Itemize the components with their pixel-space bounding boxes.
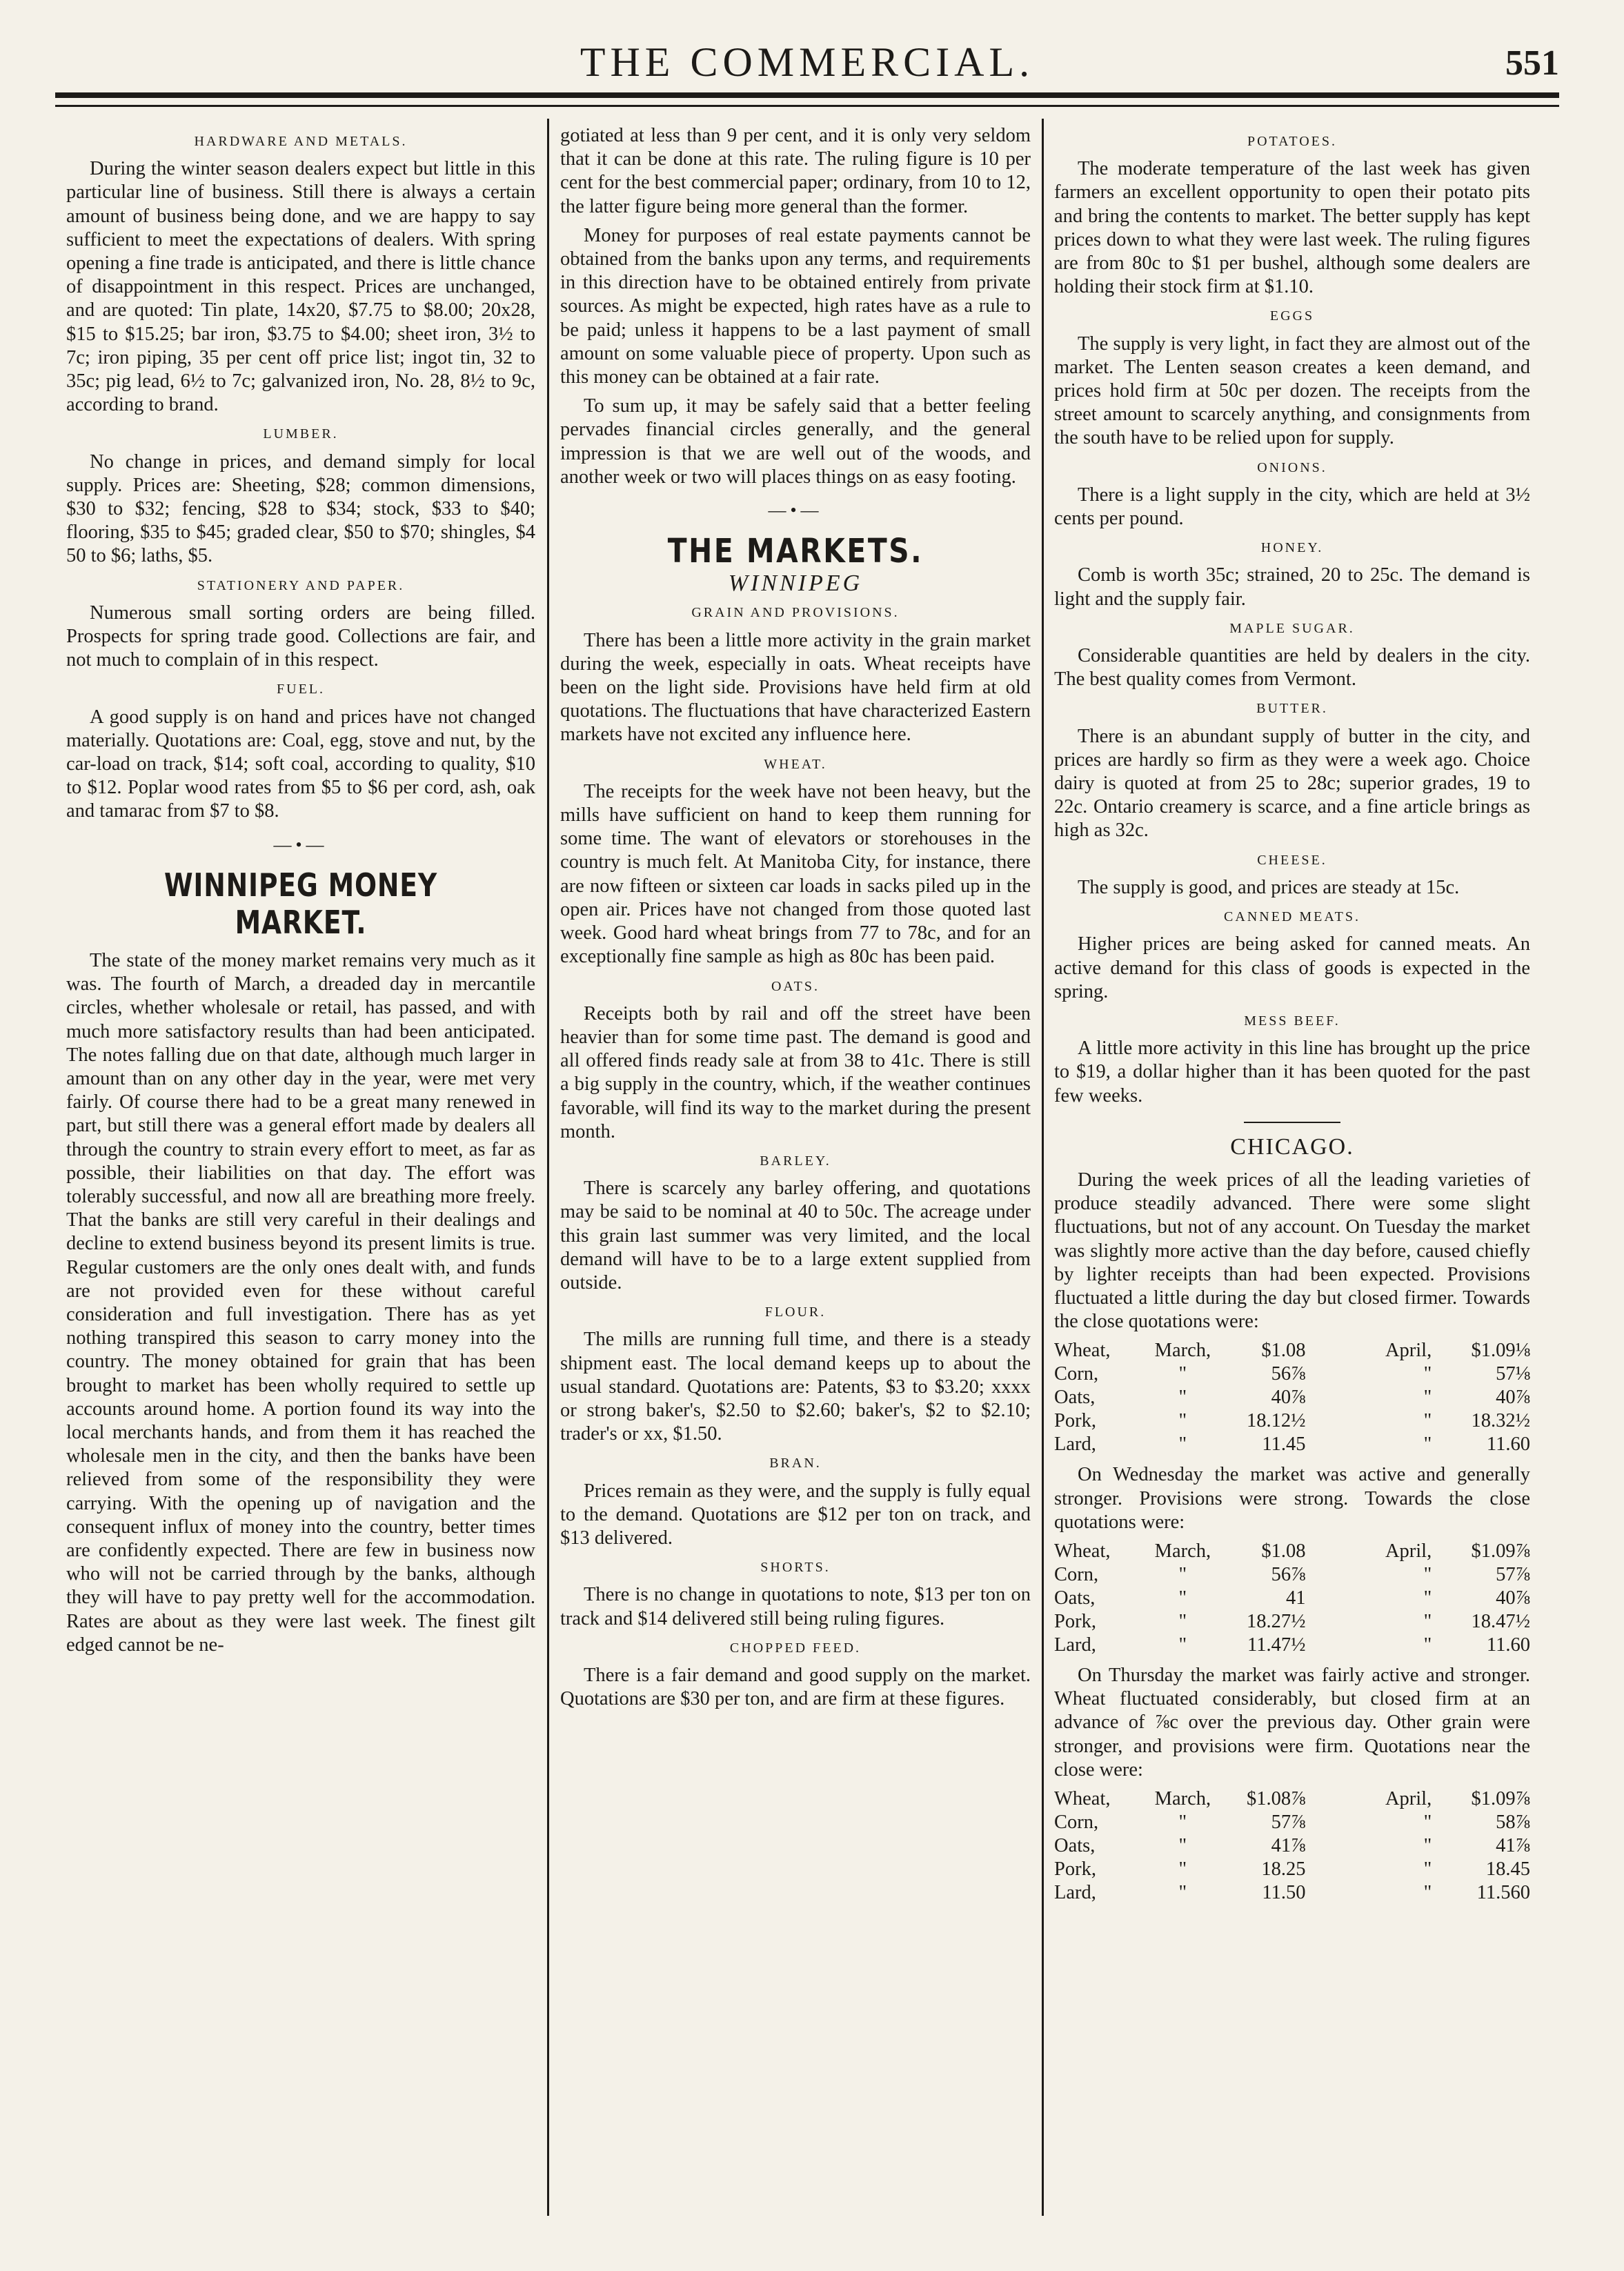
quote-cell: $1.09⅞	[1471, 1540, 1530, 1562]
section-head-oats: OATS.	[771, 978, 820, 994]
quotes-table-tuesday	[1054, 1339, 1530, 1456]
article-shorts: There is no change in quotations to note, $13 per ton on track and $14 delivered still being ruling figures.	[560, 1584, 1031, 1629]
quotes-table-thursday	[1054, 1787, 1530, 1905]
quote-cell: 41	[1285, 1587, 1306, 1609]
quote-row	[1054, 1362, 1530, 1386]
article-honey: Comb is worth 35c; strained, 20 to 25c. The demand is light and the supply fair.	[1054, 564, 1530, 610]
quote-cell: 57⅛	[1496, 1363, 1530, 1385]
quote-row	[1054, 1386, 1530, 1409]
section-head-potatoes: POTATOES.	[1247, 134, 1338, 149]
quote-cell: 18.47½	[1471, 1610, 1530, 1632]
quote-cell: Lard,	[1054, 1634, 1096, 1656]
quote-cell: 11.50	[1262, 1881, 1306, 1903]
page-number: 551	[1505, 43, 1559, 83]
article-onions: There is a light supply in the city, which are held at 3½ cents per pound.	[1054, 484, 1530, 530]
quote-row	[1054, 1540, 1530, 1563]
section-head-chopped-feed: CHOPPED FEED.	[729, 1640, 862, 1656]
article-oats: Receipts both by rail and off the street have been heavier than for some time past. The demand is good and all offered finds ready sale at from 38 to 41c. There is still a big supply in the country, which, if the weather continues favorable, will find its way to the market during the present month.	[560, 1002, 1031, 1142]
money-market-continued-3: To sum up, it may be safely said that a better feeling pervades financial circles generally, and the general impression is that we are well out of the woods, and another week or two will places things on as easy footing.	[560, 395, 1031, 488]
quote-row	[1054, 1433, 1530, 1456]
quote-cell: 57⅞	[1271, 1811, 1306, 1833]
money-market-continued-1: gotiated at less than 9 per cent, and it is only very seldom that it can be done at this rate. The ruling figure is 10 per cent for the best commercial paper; ordinary, from 10 to 12, the latter figure being more general than the former.	[560, 125, 1031, 217]
quote-cell: Pork,	[1054, 1858, 1096, 1880]
section-head-barley: BARLEY.	[760, 1153, 831, 1169]
section-head-eggs: EGGS	[1269, 308, 1315, 324]
quote-row	[1054, 1587, 1530, 1610]
quote-cell: "	[1178, 1363, 1187, 1385]
quote-row	[1054, 1858, 1530, 1881]
quote-cell: 11.560	[1476, 1881, 1530, 1903]
quote-cell: 40⅞	[1271, 1387, 1306, 1409]
masthead-rule-thick	[55, 92, 1559, 98]
quote-cell: 56⅞	[1271, 1363, 1306, 1385]
quote-cell: Lard,	[1054, 1434, 1096, 1456]
quote-cell: $1.08⅞	[1246, 1787, 1306, 1809]
section-head-mess-beef: MESS BEEF.	[1244, 1013, 1340, 1029]
short-divider	[1244, 1122, 1340, 1123]
article-butter: There is an abundant supply of butter in the city, and prices are hardly so firm as they were a week ago. Choice dairy is quoted at from 25 to 28c; superior grades, 19 to 22c. Ontario creamery is scarce, and a fine article brings as high as 32c.	[1054, 725, 1530, 842]
masthead	[55, 33, 1559, 95]
article-hardware: During the winter season dealers expect but little in this particular line of business. Still there is always a certain amount of business being done, and we are happy to say sufficient to meet the expectations of dealers. With spring opening a fine trade is anticipated, and there is little chance of disappointment in this respect. Prices are unchanged, and are quoted: Tin plate, 14x20, $7.75 to $8.00; 20x28, $15 to $15.25; bar iron, $3.75 to $4.00; sheet iron, 3½ to 7c; iron piping, 35 per cent off price list; ingot tin, 32 to 35c; pig lead, 6½ to 7c; galvanized iron, No. 28, 8½ to 9c, according to brand.	[66, 158, 535, 416]
article-chicago-intro: During the week prices of all the leading varieties of produce steadily advanced. There were some slight fluctuations, but not of any account. On Tuesday the market was slightly more active than the day before, caused chiefly by lighter receipts than had been expected. Provisions fluctuated a little during the day but closed firmer. Towards the close quotations were:	[1054, 1169, 1530, 1333]
quote-cell: April,	[1385, 1787, 1432, 1809]
quote-cell: 41⅞	[1271, 1834, 1306, 1856]
quote-cell: "	[1178, 1563, 1187, 1585]
quote-cell: 18.45	[1485, 1858, 1530, 1880]
quote-cell: "	[1178, 1410, 1187, 1432]
article-eggs: The supply is very light, in fact they are almost out of the market. The Lenten season creates a keen demand, and prices hold firm at 50c per dozen. The receipts from the street amount to scarcely anything, and consignments from the south have to be relied upon for supply.	[1054, 333, 1530, 449]
quote-cell: "	[1178, 1434, 1187, 1456]
quote-cell: $1.08	[1261, 1340, 1306, 1362]
section-head-flour: FLOUR.	[764, 1305, 826, 1320]
quote-cell: Pork,	[1054, 1410, 1096, 1432]
quote-cell: Corn,	[1054, 1363, 1099, 1385]
quote-cell: "	[1178, 1834, 1187, 1856]
quote-cell: $1.09⅞	[1471, 1787, 1530, 1809]
quote-cell: April,	[1385, 1540, 1432, 1562]
quote-cell: $1.09⅛	[1471, 1340, 1530, 1362]
column-rule-1	[547, 119, 549, 2216]
article-flour: The mills are running full time, and there is a steady shipment east. The local demand keeps up to about the usual standard. Quotations are: Patents, $3 to $3.20; xxxx or strong baker's, $2.50 to $2.60; baker's, $2 to $2.10; trader's or xx, $1.50.	[560, 1329, 1031, 1445]
article-barley: There is scarcely any barley offering, and quotations may be said to be nominal at 40 to 50c. The acreage under this grain last summer was very limited, and the local demand will have to be to a large extent supplied from outside.	[560, 1178, 1031, 1293]
quote-cell: 18.25	[1261, 1858, 1306, 1880]
quote-cell: Oats,	[1054, 1834, 1096, 1856]
quote-cell: 58⅞	[1496, 1811, 1530, 1833]
quote-cell: Wheat,	[1054, 1540, 1111, 1562]
quote-cell: "	[1423, 1858, 1432, 1880]
quote-cell: 11.60	[1486, 1434, 1530, 1456]
section-head-hardware: HARDWARE AND METALS.	[194, 134, 408, 149]
quote-cell: "	[1178, 1634, 1187, 1656]
section-head-honey: HONEY.	[1260, 540, 1324, 556]
quote-cell: "	[1423, 1610, 1432, 1632]
quote-cell: 56⅞	[1271, 1563, 1306, 1585]
quote-row	[1054, 1409, 1530, 1433]
quote-cell: "	[1423, 1811, 1432, 1833]
section-head-cheese: CHEESE.	[1257, 852, 1327, 868]
quote-cell: "	[1178, 1387, 1187, 1409]
quote-cell: "	[1423, 1563, 1432, 1585]
article-lumber: No change in prices, and demand simply for local supply. Prices are: Sheeting, $28; common dimensions, $30 to $32; fencing, $28 to $34; stock, $33 to $40; flooring, $35 to $45; graded clear, $50 to $70; shingles, $4 50 to $6; laths, $5.	[66, 450, 535, 567]
quote-cell: "	[1423, 1363, 1432, 1385]
quote-cell: March,	[1154, 1540, 1211, 1562]
quote-cell: 57⅞	[1496, 1563, 1530, 1585]
quote-cell: Lard,	[1054, 1881, 1096, 1903]
publication-title: THE COMMERCIAL.	[580, 39, 1035, 85]
quote-cell: 40⅞	[1496, 1387, 1530, 1409]
quote-cell: "	[1178, 1610, 1187, 1632]
quote-cell: Wheat,	[1054, 1787, 1111, 1809]
quote-row	[1054, 1811, 1530, 1834]
quote-cell: $1.08	[1261, 1540, 1306, 1562]
section-head-onions: ONIONS.	[1257, 459, 1327, 475]
article-chopped-feed: There is a fair demand and good supply on the market. Quotations are $30 per ton, and are firm at these figures.	[560, 1664, 1031, 1710]
quote-cell: "	[1423, 1587, 1432, 1609]
section-head-maple-sugar: MAPLE SUGAR.	[1229, 620, 1355, 636]
quote-row	[1054, 1787, 1530, 1811]
article-maple-sugar: Considerable quantities are held by dealers in the city. The best quality comes from Vermont.	[1054, 645, 1530, 691]
quote-cell: Oats,	[1054, 1387, 1096, 1409]
section-head-bran: BRAN.	[769, 1456, 822, 1471]
article-money-market: The state of the money market remains very much as it was. The fourth of March, a dreaded day in mercantile circles, whether wholesale or retail, has passed, and with much more satisfactory results than had been anticipated. The notes falling due on that date, although much larger in amount than on any other day in the year, were met very fairly. Of course there had to be a great many renewed in part, but still there was a general effort made by dealers all through the country to strain every effort to meet, as far as possible, their liabilities on that day. The effort was tolerably successful, and now all are breathing more freely. That the banks are still very careful in their dealings and decline to extend business beyond its present limits is true. Regular customers are the only ones dealt with, and funds are not provided even for these without careful consideration and full investigation. There has as yet nothing transpired this season to carry money into the country. The money obtained for grain that has been brought to market has been wholly required to settle up accounts around home. A portion found its way into the local merchants hands, and from them it has reached the wholesale men in the city, and then the banks have been relieved from some of the responsibility they were carrying. With the opening up of navigation and the consequent influx of money into the country, better times are confidently expected. There are few in business now who will not be carried through by the banks, although they will have to pay pretty well for the accommodation. Rates are about as they were last week. The finest gilt edged cannot be ne-	[66, 949, 535, 1656]
section-head-lumber: LUMBER.	[263, 426, 339, 442]
quote-cell: Pork,	[1054, 1610, 1096, 1632]
headline-money-market: WINNIPEG MONEY MARKET.	[164, 866, 438, 941]
quote-cell: 18.32½	[1471, 1410, 1530, 1432]
section-head-wheat: WHEAT.	[764, 756, 827, 772]
quote-cell: Corn,	[1054, 1563, 1099, 1585]
article-wheat: The receipts for the week have not been heavy, but the mills have sufficient on hand to keep them running for some time. The want of elevators or storehouses in the country is much felt. At Manitoba City, for instance, there are now fifteen or sixteen car loads in sacks piled up in the open air. Prices have not changed from those quoted last week. Good hard wheat brings from 77 to 78c, and for an exceptionally fine sample as high as 80c has been paid.	[560, 780, 1031, 968]
section-head-canned-meats: CANNED MEATS.	[1224, 909, 1360, 925]
column-2	[560, 124, 1031, 1716]
article-mess-beef: A little more activity in this line has brought up the price to $19, a dollar higher than it has been quoted for the past few weeks.	[1054, 1038, 1530, 1107]
money-market-continued-2: Money for purposes of real estate payments cannot be obtained from the banks upon any terms, and requirements in this direction have to be obtained entirely from private sources. As might be expected, high rates have as a rule to be paid; unless it happens to be a last payment of small amount on some valuable piece of property. Upon such as this money can be obtained at a fair rate.	[560, 224, 1031, 388]
quote-cell: March,	[1154, 1787, 1211, 1809]
quote-cell: "	[1423, 1881, 1432, 1903]
ornament-divider: —•—	[768, 500, 823, 521]
quote-cell: 40⅞	[1496, 1587, 1530, 1609]
column-1	[66, 124, 535, 1663]
quote-cell: Wheat,	[1054, 1340, 1111, 1362]
quote-row	[1054, 1610, 1530, 1634]
quote-row	[1054, 1563, 1530, 1587]
quote-cell: 11.60	[1486, 1634, 1530, 1656]
article-grain: There has been a little more activity in the grain market during the week, especially in oats. Wheat receipts have been on the light side. Provisions have held firm at old quotations. The fluctuations that have characterized Eastern markets have not excited any influence here.	[560, 629, 1031, 746]
masthead-rule-thin	[55, 105, 1559, 107]
quote-cell: "	[1423, 1634, 1432, 1656]
section-head-stationery: STATIONERY AND PAPER.	[197, 577, 405, 593]
section-head-fuel: FUEL.	[277, 682, 325, 697]
article-potatoes: The moderate temperature of the last week has given farmers an excellent opportunity to open their potato pits and bring the contents to market. The better supply has kept prices down to what they were last week. The ruling figures are from 80c to $1 per bushel, although some dealers are holding their stock firm at $1.10.	[1054, 158, 1530, 298]
quote-cell: March,	[1154, 1340, 1211, 1362]
quote-cell: Corn,	[1054, 1811, 1099, 1833]
section-head-shorts: SHORTS.	[760, 1560, 831, 1576]
quote-row	[1054, 1834, 1530, 1858]
article-stationery: Numerous small sorting orders are being filled. Prospects for spring trade good. Collections are fair, and not much to complain of in this respect.	[66, 602, 535, 671]
quote-row	[1054, 1881, 1530, 1905]
article-chicago-thursday: On Thursday the market was fairly active and stronger. Wheat fluctuated considerably, but closed firm at an advance of ⅞c over the previous day. Other grain were stronger, and provisions were firm. Quotations near the close were:	[1054, 1664, 1530, 1781]
article-bran: Prices remain as they were, and the supply is fully equal to the demand. Quotations are $12 per ton on track, and $13 delivered.	[560, 1480, 1031, 1549]
quote-cell: "	[1178, 1811, 1187, 1833]
article-cheese: The supply is good, and prices are steady at 15c.	[1078, 876, 1460, 898]
quote-cell: 11.47½	[1247, 1634, 1306, 1656]
quote-cell: "	[1178, 1587, 1187, 1609]
section-head-grain: GRAIN AND PROVISIONS.	[691, 605, 900, 621]
quote-cell: "	[1423, 1410, 1432, 1432]
quote-cell: 18.27½	[1246, 1610, 1306, 1632]
headline-the-markets: THE MARKETS.	[667, 532, 924, 571]
city-heading-winnipeg: WINNIPEG	[728, 571, 863, 597]
quote-cell: "	[1178, 1858, 1187, 1880]
headline-chicago: CHICAGO.	[1230, 1133, 1354, 1160]
quote-row	[1054, 1634, 1530, 1657]
quote-cell: "	[1178, 1881, 1187, 1903]
quotes-table-wednesday	[1054, 1540, 1530, 1657]
quote-cell: "	[1423, 1387, 1432, 1409]
column-3	[1054, 124, 1530, 1912]
quote-cell: Oats,	[1054, 1587, 1096, 1609]
section-head-butter: BUTTER.	[1256, 701, 1328, 717]
ornament-divider: —•—	[273, 834, 328, 855]
quote-cell: April,	[1385, 1340, 1432, 1362]
article-chicago-wednesday: On Wednesday the market was active and generally stronger. Provisions were strong. Towards the close quotations were:	[1054, 1464, 1530, 1533]
column-rule-2	[1042, 119, 1044, 2216]
quote-cell: "	[1423, 1434, 1432, 1456]
quote-cell: 11.45	[1262, 1434, 1306, 1456]
quote-cell: 41⅞	[1496, 1834, 1530, 1856]
quote-row	[1054, 1339, 1530, 1362]
article-canned-meats: Higher prices are being asked for canned meats. An active demand for this class of goods is expected in the spring.	[1054, 933, 1530, 1002]
quote-cell: 18.12½	[1246, 1410, 1306, 1432]
quote-cell: "	[1423, 1834, 1432, 1856]
article-fuel: A good supply is on hand and prices have not changed materially. Quotations are: Coal, egg, stove and nut, by the car-load on track, $14; soft coal, according to quality, $10 to $12. Poplar wood rates from $5 to $6 per cord, ash, oak and tamarac from $7 to $8.	[66, 706, 535, 822]
